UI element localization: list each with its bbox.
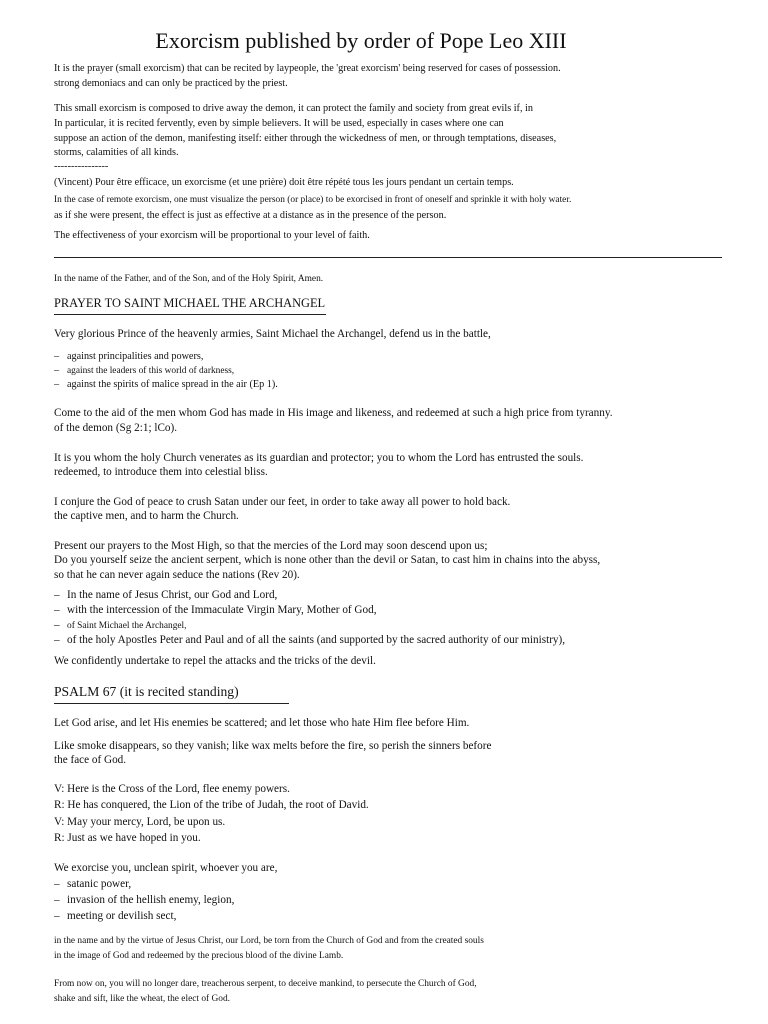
heading-underline: [54, 703, 289, 704]
intro-line: It is the prayer (small exorcism) that can be recited by laypeople, the 'great exorcism' being reserved for cases of possession.: [54, 63, 561, 74]
paragraph-line: Come to the aid of the men whom God has made in His image and likeness, and redeemed at such a high price from tyranny.: [54, 407, 613, 419]
paragraph-line: redeemed, to introduce them into celestial bliss.: [54, 466, 268, 478]
list-item-text: invasion of the hellish enemy, legion,: [67, 894, 235, 906]
list-item: – of the holy Apostles Peter and Paul and of all the saints (and supported by the sacred authority of our ministry),: [54, 634, 566, 646]
intro-line: storms, calamities of all kinds.: [54, 147, 179, 158]
paragraph-line: From now on, you will no longer dare, treacherous serpent, to deceive mankind, to persecute the Church of God,: [54, 979, 477, 989]
list-item-text: meeting or devilish sect,: [67, 910, 177, 922]
versicle-line: R: He has conquered, the Lion of the tribe of Judah, the root of David.: [54, 799, 369, 811]
list-item: – against principalities and powers,: [54, 351, 204, 362]
paragraph-line: We exorcise you, unclean spirit, whoever you are,: [54, 862, 278, 874]
psalm-heading: PSALM 67 (it is recited standing): [54, 684, 239, 699]
list-item-text: with the intercession of the Immaculate Virgin Mary, Mother of God,: [67, 604, 377, 616]
paragraph-line: the captive men, and to harm the Church.: [54, 510, 239, 522]
paragraph-line: We confidently undertake to repel the attacks and the tricks of the devil.: [54, 655, 376, 667]
separator-text: ----------------: [54, 161, 109, 172]
paragraph-line: the face of God.: [54, 754, 127, 766]
intro-line: suppose an action of the demon, manifesting itself: either through the wickedness of men, or through temptations, diseases,: [54, 133, 557, 144]
list-item-text: against principalities and powers,: [67, 351, 204, 362]
paragraph-line: It is you whom the holy Church venerates as its guardian and protector; you to whom the Lord has entrusted the souls.: [54, 452, 584, 464]
heading-underline: [54, 314, 326, 315]
list-item: – with the intercession of the Immaculate Virgin Mary, Mother of God,: [54, 604, 377, 616]
list-item: – meeting or devilish sect,: [54, 910, 177, 922]
remote-line: In the case of remote exorcism, one must visualize the person (or place) to be exorcised in front of oneself and sprinkle it with holy water.: [54, 195, 572, 205]
versicle-line: R: Just as we have hoped in you.: [54, 832, 201, 844]
invocation: In the name of the Father, and of the Son, and of the Holy Spirit, Amen.: [54, 274, 324, 284]
page-title: Exorcism published by order of Pope Leo XIII: [155, 28, 567, 53]
paragraph-line: of the demon (Sg 2:1; lCo).: [54, 422, 178, 434]
faith-line: The effectiveness of your exorcism will be proportional to your level of faith.: [54, 230, 370, 241]
list-item: – of Saint Michael the Archangel,: [54, 619, 187, 631]
list-item: – against the leaders of this world of darkness,: [54, 365, 235, 376]
paragraph-line: Let God arise, and let His enemies be scattered; and let those who hate Him flee before Him.: [54, 717, 470, 729]
versicle-line: V: May your mercy, Lord, be upon us.: [54, 816, 226, 828]
remote-line: as if she were present, the effect is just as effective at a distance as in the presence of the person.: [54, 210, 447, 221]
intro-line: strong demoniacs and can only be practiced by the priest.: [54, 78, 288, 89]
paragraph-line: in the name and by the virtue of Jesus Christ, our Lord, be torn from the Church of God and from the created souls: [54, 936, 484, 946]
list-item-text: of Saint Michael the Archangel,: [67, 621, 187, 631]
vincent-note: (Vincent) Pour être efficace, un exorcisme (et une prière) doit être répété tous les jours pendant un certain temps.: [54, 177, 514, 188]
paragraph-line: in the image of God and redeemed by the precious blood of the divine Lamb.: [54, 951, 344, 961]
list-item-text: In the name of Jesus Christ, our God and Lord,: [67, 589, 278, 601]
intro-line: In particular, it is recited fervently, even by simple believers. It will be used, especially in cases where one can: [54, 118, 504, 129]
list-item: – satanic power,: [54, 878, 132, 890]
paragraph-line: Do you yourself seize the ancient serpent, which is none other than the devil or Satan, to cast him in chains into the abyss,: [54, 554, 601, 566]
paragraph-line: Present our prayers to the Most High, so that the mercies of the Lord may soon descend upon us;: [54, 540, 488, 552]
paragraph-line: shake and sift, like the wheat, the elect of God.: [54, 994, 230, 1004]
list-item-text: against the spirits of malice spread in the air (Ep 1).: [67, 379, 278, 390]
michael-heading: PRAYER TO SAINT MICHAEL THE ARCHANGEL: [54, 296, 326, 310]
paragraph-line: I conjure the God of peace to crush Satan under our feet, in order to take away all power to hold back.: [54, 496, 511, 508]
list-item: – In the name of Jesus Christ, our God and Lord,: [54, 589, 278, 601]
divider: [54, 257, 722, 258]
paragraph-line: so that he can never again seduce the nations (Rev 20).: [54, 569, 300, 581]
list-item-text: against the leaders of this world of darkness,: [67, 366, 235, 376]
list-item-text: satanic power,: [67, 878, 132, 890]
list-item-text: of the holy Apostles Peter and Paul and of all the saints (and supported by the sacred authority of our ministry),: [67, 634, 566, 646]
list-item: – invasion of the hellish enemy, legion,: [54, 894, 235, 906]
intro-line: This small exorcism is composed to drive away the demon, it can protect the family and society from great evils if, in: [54, 103, 533, 114]
paragraph-line: Like smoke disappears, so they vanish; like wax melts before the fire, so perish the sinners before: [54, 740, 492, 752]
versicle-line: V: Here is the Cross of the Lord, flee enemy powers.: [54, 783, 290, 795]
michael-opening: Very glorious Prince of the heavenly armies, Saint Michael the Archangel, defend us in the battle,: [54, 328, 491, 340]
list-item: – against the spirits of malice spread in the air (Ep 1).: [54, 379, 278, 390]
